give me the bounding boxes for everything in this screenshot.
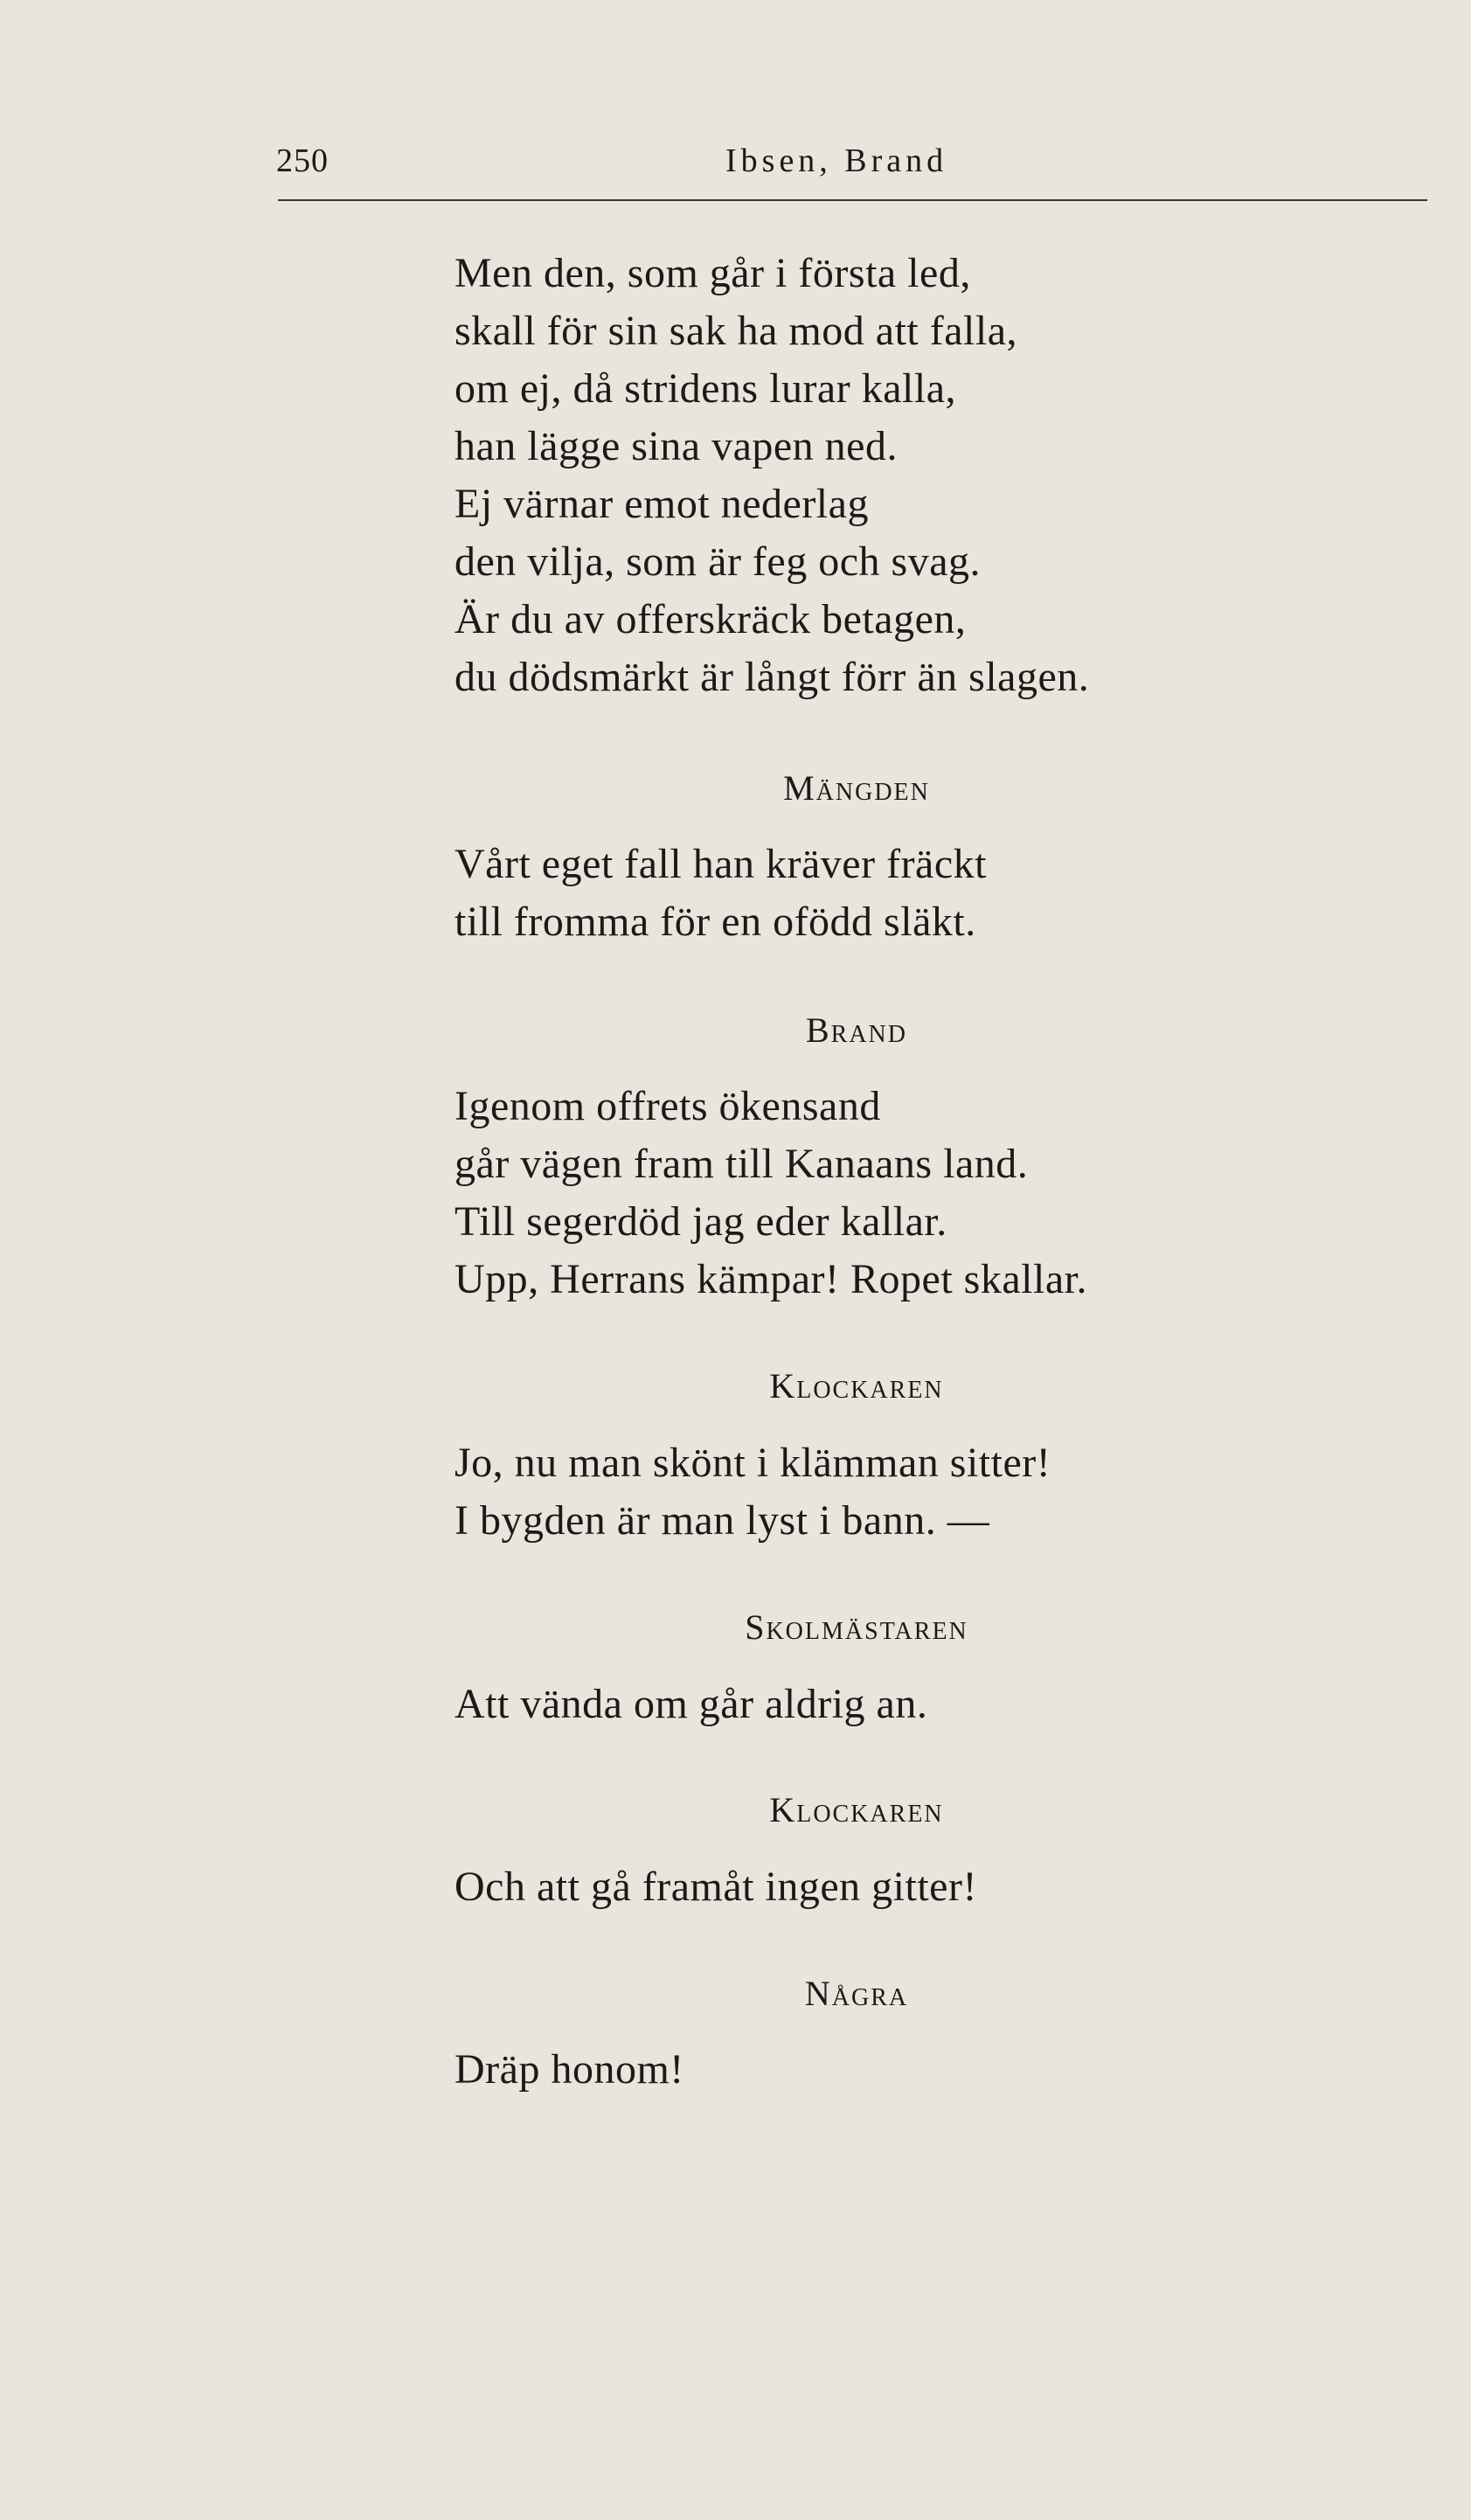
verse-line: Till segerdöd jag eder kallar.: [454, 1198, 947, 1245]
verse-block: [454, 1858, 977, 1916]
speaker-name: Några: [804, 1974, 909, 2013]
header-rule: [278, 199, 1427, 201]
verse-line: han lägge sina vapen ned.: [454, 423, 898, 469]
verse-line: går vägen fram till Kanaans land.: [454, 1141, 1029, 1187]
verse-line: Men den, som går i första led,: [454, 250, 971, 296]
verse-line: du dödsmärkt är långt förr än slagen.: [454, 654, 1090, 700]
verse-line: Är du av offerskräck betagen,: [454, 596, 967, 642]
speaker-name: Mängden: [783, 768, 930, 808]
verse-line: Dräp honom!: [454, 2046, 684, 2093]
verse-block: [454, 245, 1089, 706]
verse-line: Igenom offrets ökensand: [454, 1083, 881, 1129]
speaker-name: Skolmästaren: [745, 1607, 968, 1647]
verse-line: Upp, Herrans kämpar! Ropet skallar.: [454, 1256, 1087, 1302]
verse-line: Ej värnar emot nederlag: [454, 481, 869, 527]
verse-block: [454, 836, 987, 951]
verse-line: Att vända om går aldrig an.: [454, 1681, 928, 1727]
speaker-name: Klockaren: [769, 1790, 944, 1829]
verse-block: [454, 2041, 684, 2099]
verse-line: Vårt eget fall han kräver fräckt: [454, 841, 987, 887]
verse-line: den vilja, som är feg och svag.: [454, 538, 981, 585]
verse-block: [454, 1676, 927, 1733]
verse-line: Och att gå framåt ingen gitter!: [454, 1864, 977, 1910]
verse-block: [454, 1078, 1087, 1309]
verse-line: I bygden är man lyst i bann. —: [454, 1497, 990, 1544]
running-title: Ibsen, Brand: [725, 142, 948, 179]
verse-block: [454, 1434, 1051, 1550]
speaker-name: Brand: [805, 1010, 908, 1050]
verse-line: skall för sin sak ha mod att falla,: [454, 308, 1018, 354]
verse-line: Jo, nu man skönt i klämman sitter!: [454, 1440, 1051, 1486]
page-number: 250: [276, 142, 329, 179]
verse-line: om ej, då stridens lurar kalla,: [454, 365, 956, 412]
verse-line: till fromma för en ofödd släkt.: [454, 899, 976, 945]
speaker-name: Klockaren: [769, 1366, 944, 1406]
